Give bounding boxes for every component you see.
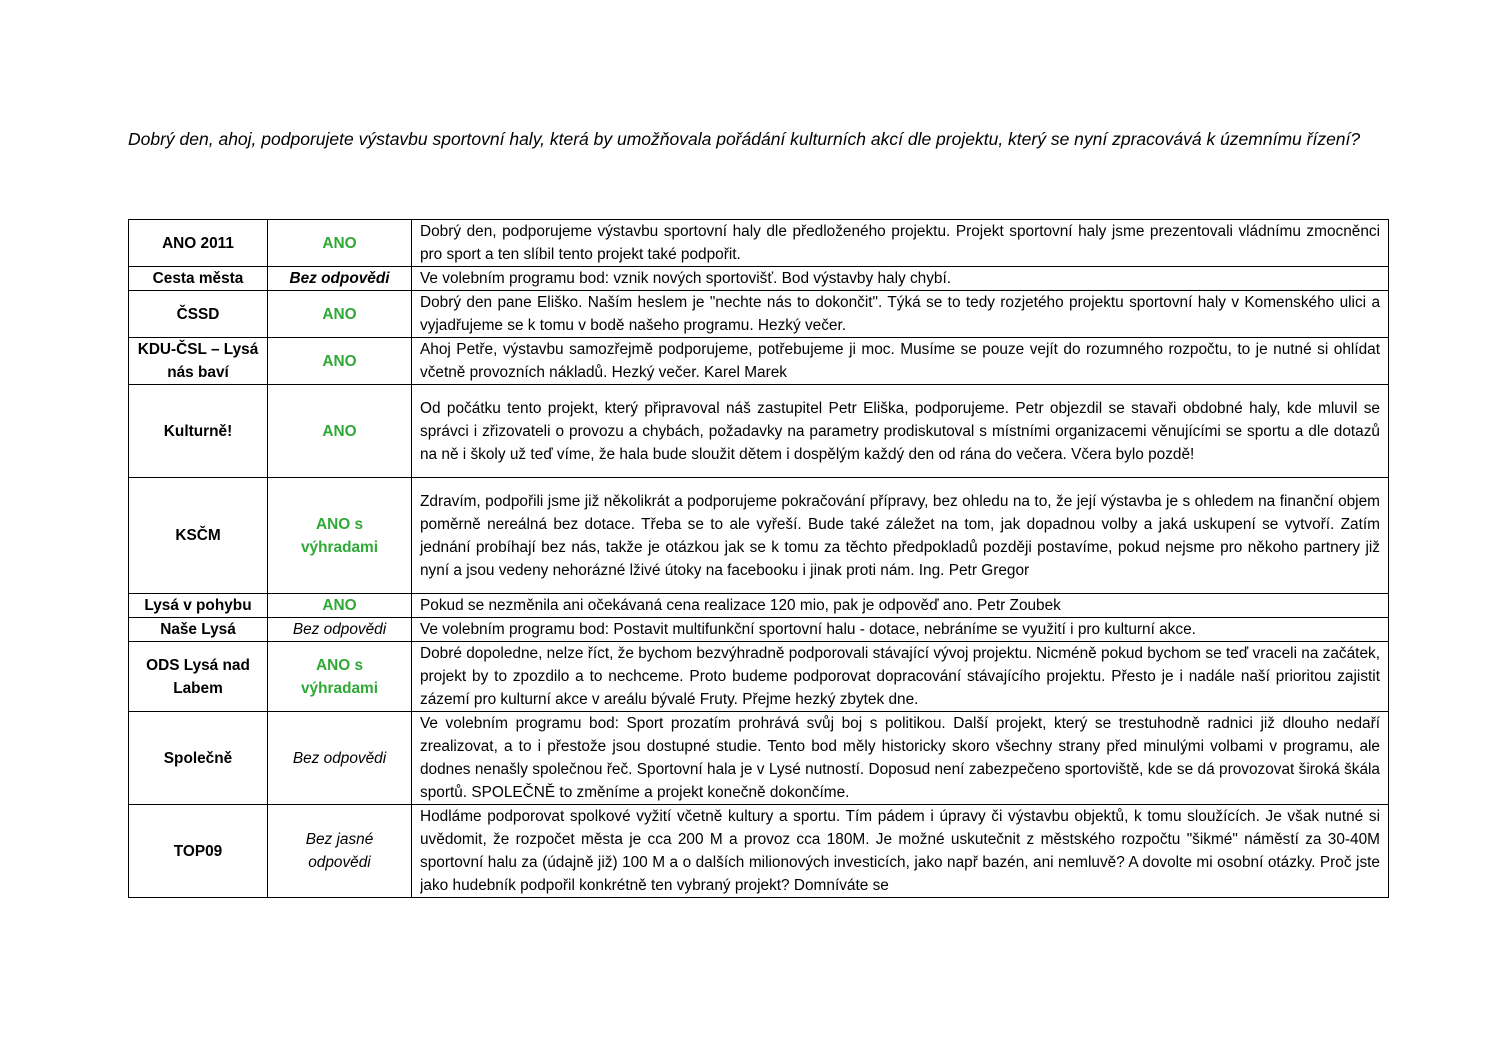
answer-status: Bez jasné odpovědi bbox=[268, 805, 412, 898]
table-row bbox=[129, 267, 1389, 291]
table-row bbox=[129, 478, 1389, 594]
party-name: KDU-ČSL – Lysá nás baví bbox=[129, 338, 268, 385]
answer-status: ANO bbox=[268, 291, 412, 338]
answer-status: Bez odpovědi bbox=[268, 618, 412, 642]
party-name: Lysá v pohybu bbox=[129, 594, 268, 618]
table-row bbox=[129, 712, 1389, 805]
table-row bbox=[129, 618, 1389, 642]
party-name: Naše Lysá bbox=[129, 618, 268, 642]
answer-status: ANO bbox=[268, 220, 412, 267]
party-name: TOP09 bbox=[129, 805, 268, 898]
party-name: Společně bbox=[129, 712, 268, 805]
table-row bbox=[129, 594, 1389, 618]
party-name: Cesta města bbox=[129, 267, 268, 291]
answer-text: Dobrý den, podporujeme výstavbu sportovní haly dle předloženého projektu. Projekt sportovní haly jsme prezentovali vládnímu zmocněnci pro sport a ten slíbil tento projekt také podpořit. bbox=[412, 220, 1389, 267]
answer-text: Ahoj Petře, výstavbu samozřejmě podporujeme, potřebujeme ji moc. Musíme se pouze vejít do rozumného rozpočtu, to je nutné si ohlídat včetně provozních nákladů. Hezký večer. Karel Marek bbox=[412, 338, 1389, 385]
answer-status: ANO s výhradami bbox=[268, 478, 412, 594]
table-row bbox=[129, 220, 1389, 267]
answer-text: Dobré dopoledne, nelze říct, že bychom bezvýhradně podporovali stávající vývoj projektu. Nicméně pokud bychom se teď vraceli na začátek, projekt by to zpozdilo a to nechceme. Proto budeme podporovat dopracování stávajícího projektu. Přesto je i nadále naší prioritou zajistit zázemí pro kulturní akce v areálu bývalé Fruty. Přejme hezký zbytek dne. bbox=[412, 642, 1389, 712]
table-row bbox=[129, 291, 1389, 338]
answer-text: Ve volebním programu bod: Sport prozatím prohrává svůj boj s politikou. Další projekt, který se trestuhodně radnici již dlouho nedaří zrealizovat, a to i přestože jsou dostupné studie. Tento bod měly historicky skoro všechny strany před minulými volbami v programu, ale dodnes nenašly společnou řeč. Sportovní hala je v Lysé nutností. Doposud není zabezpečeno sportoviště, kde se dá provozovat široká škála sportů. SPOLEČNĚ to změníme a projekt konečně dokončíme. bbox=[412, 712, 1389, 805]
answer-status: Bez odpovědi bbox=[268, 267, 412, 291]
table-row bbox=[129, 642, 1389, 712]
answer-status: Bez odpovědi bbox=[268, 712, 412, 805]
table-row bbox=[129, 385, 1389, 478]
party-name: ČSSD bbox=[129, 291, 268, 338]
answer-text: Dobrý den pane Eliško. Naším heslem je "nechte nás to dokončit". Týká se to tedy rozjetého projektu sportovní haly v Komenského ulici a vyjadřujeme se k tomu v bodě našeho programu. Hezký večer. bbox=[412, 291, 1389, 338]
answer-text: Ve volebním programu bod: vznik nových sportovišť. Bod výstavby haly chybí. bbox=[412, 267, 1389, 291]
answer-status: ANO bbox=[268, 594, 412, 618]
answer-text: Hodláme podporovat spolkové vyžití včetně kultury a sportu. Tím pádem i úpravy či výstavbu objektů, k tomu sloužících. Je však nutné si uvědomit, že rozpočet města je cca 200 M a provoz cca 180M. Je možné uskutečnit z městského rozpočtu "šikmé" náměstí za 30-40M sportovní halu za (údajně již) 100 M a o dalších milionových investicích, jako např bazén, ani nemluvě? A dovolte mi osobní otázky. Proč jste jako hudebník podpořil konkrétně ten vybraný projekt? Domníváte se bbox=[420, 808, 1380, 894]
answer-text: Od počátku tento projekt, který připravoval náš zastupitel Petr Eliška, podporujeme. Petr objezdil se stavaři obdobné haly, kde mluvil se správci i zřizovateli o provozu a chybách, požadavky na parametry prodiskutoval s místními organizacemi věnujícími se sportu a dle dotazů na ně i školy už teď víme, že hala bude sloužit dětem i dospělým každý den od rána do večera. Včera bylo pozdě! bbox=[412, 385, 1389, 478]
answers-table bbox=[128, 219, 1389, 898]
answer-status: ANO bbox=[268, 338, 412, 385]
party-name: ANO 2011 bbox=[129, 220, 268, 267]
party-name: Kulturně! bbox=[129, 385, 268, 478]
party-name: KSČM bbox=[129, 478, 268, 594]
answer-cell bbox=[412, 805, 1389, 898]
answer-status: ANO s výhradami bbox=[268, 642, 412, 712]
table-row bbox=[129, 805, 1389, 898]
answer-text: Pokud se nezměnila ani očekávaná cena realizace 120 mio, pak je odpověď ano. Petr Zoubek bbox=[412, 594, 1389, 618]
answer-text: Ve volebním programu bod: Postavit multifunkční sportovní halu - dotace, nebráníme se využití i pro kulturní akce. bbox=[412, 618, 1389, 642]
party-name: ODS Lysá nad Labem bbox=[129, 642, 268, 712]
answer-text: Zdravím, podpořili jsme již několikrát a podporujeme pokračování přípravy, bez ohledu na to, že její výstavba je s ohledem na finanční objem poměrně nereálná bez dotace. Třeba se to ale vyřeší. Bude také záležet na tom, jak dopadnou volby a jaká uskupení se vytvoří. Zatím jednání probíhají bez nás, takže je otázkou jak se k tomu za těchto předpokladů později postavíme, pokud nejsme pro někoho partnery již nyní a jsou vedeny nehorázné lživé útoky na facebooku i jinak proti nám. Ing. Petr Gregor bbox=[412, 478, 1389, 594]
question-text: Dobrý den, ahoj, podporujete výstavbu sportovní haly, která by umožňovala pořádání kulturních akcí dle projektu, který se nyní zpracovává k územnímu řízení? bbox=[128, 129, 1361, 149]
answer-status: ANO bbox=[268, 385, 412, 478]
table-row bbox=[129, 338, 1389, 385]
